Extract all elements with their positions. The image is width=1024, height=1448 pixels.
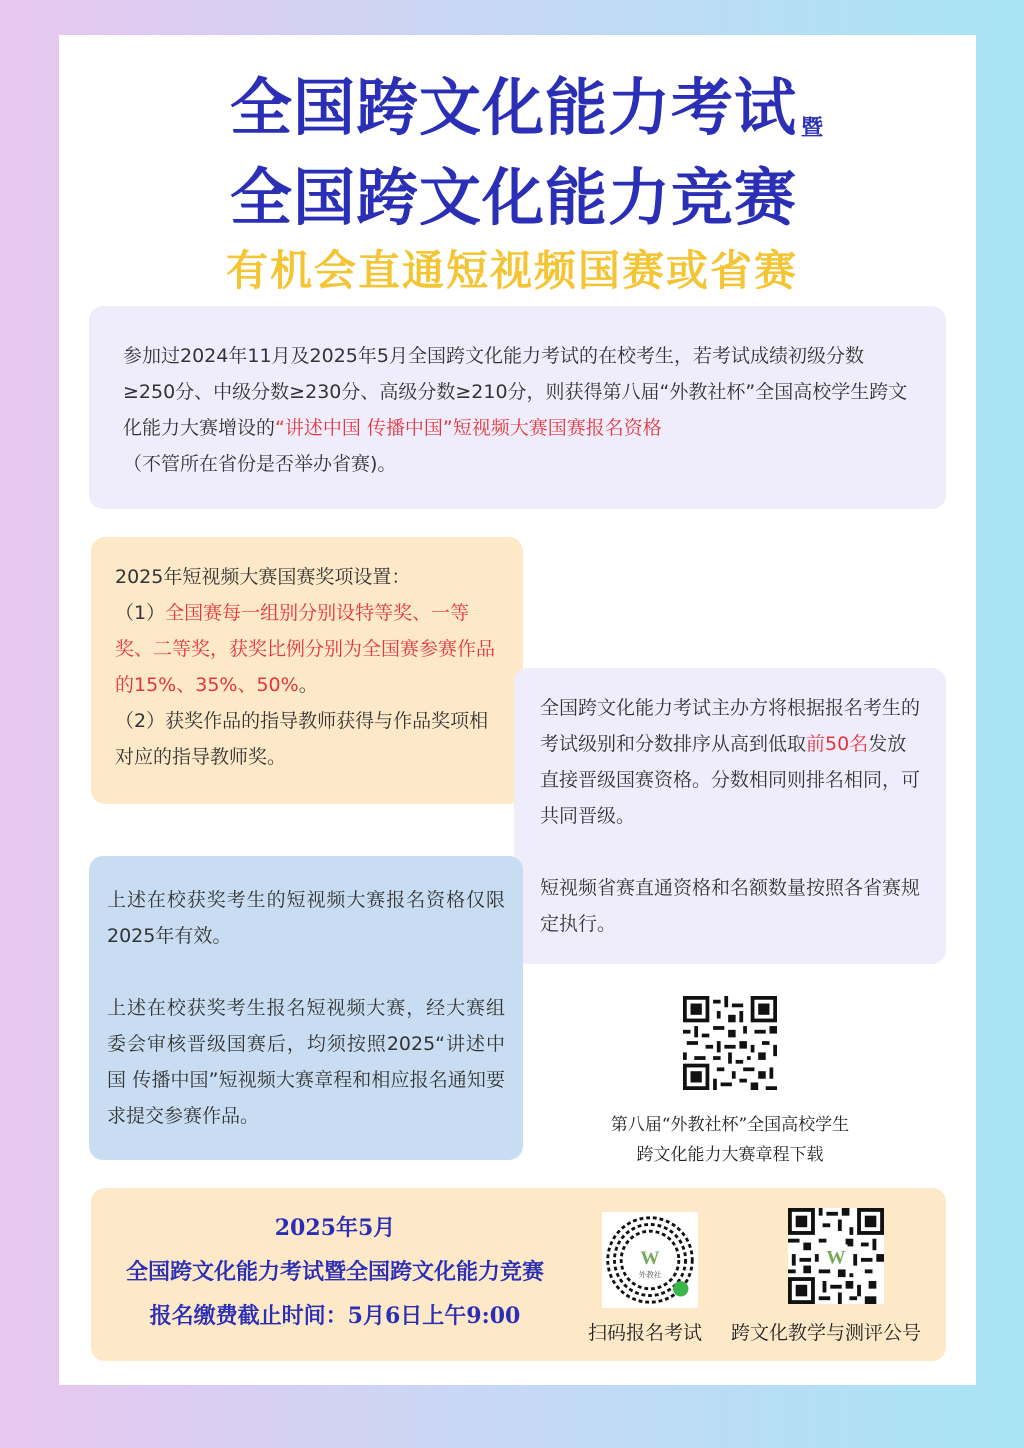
title-line-2: 全国跨文化能力竞赛 — [230, 161, 798, 234]
quota-paragraph-2: 短视频省赛直通资格和名额数量按照各省赛规定执行。 — [540, 877, 921, 935]
intro-text: 参加过2024年11月及2025年5月全国跨文化能力考试的在校考生，若考试成绩初级分数≥250分、中级分数≥230分、高级分数≥210分，则获得第八届“外教社杯”全国高校学生跨文化能力大赛增设的 — [123, 345, 908, 439]
title-conjunction: 暨 — [801, 116, 825, 141]
intro-highlight: “讲述中国 传播中国”短视频大赛国赛报名资格 — [275, 417, 662, 439]
intro-box — [89, 306, 946, 509]
svg-text:外教社: 外教社 — [638, 1270, 662, 1280]
title-line-1 — [230, 58, 824, 147]
validity-box — [89, 856, 523, 1160]
deadline-event: 全国跨文化能力考试暨全国跨文化能力竞赛 — [125, 1259, 544, 1285]
quota-p1-text: 全国跨文化能力考试主办方将根据报名考生的考试级别和分数排序从高到低取 — [540, 697, 921, 755]
intro-note: （不管所在省份是否举办省赛)。 — [123, 453, 397, 475]
quota-p1-highlight: 前50名 — [806, 733, 869, 755]
svg-text:W: W — [826, 1247, 846, 1269]
awards-item-1-highlight: 全国赛每一组别分别设特等奖、一等奖、二等奖，获奖比例分别为全国赛参赛作品的15%、35%、50% — [115, 602, 496, 696]
awards-heading: 2025年短视频大赛国赛奖项设置： — [115, 566, 411, 588]
register-mini-program-qr-icon[interactable] — [602, 1212, 698, 1308]
quota-p1-text-2: 发放直接晋级国赛资格。分数相同则排名相同，可共同晋级。 — [540, 733, 921, 827]
account-qr-code-icon[interactable] — [788, 1208, 884, 1304]
awards-box — [91, 537, 523, 804]
subtitle: 有机会直通短视频国赛或省赛 — [225, 246, 798, 295]
deadline-text — [91, 1206, 579, 1338]
deadline-month: 2025年5月 — [274, 1215, 396, 1241]
deadline-time: 报名缴费截止时间：5月6日上午9:00 — [149, 1303, 521, 1329]
rules-qr-code-icon[interactable] — [683, 996, 777, 1090]
quota-box — [514, 668, 946, 964]
awards-item-1-prefix: （1） — [115, 602, 166, 624]
register-qr-label: 扫码报名考试 — [588, 1322, 703, 1344]
title-exam: 全国跨文化能力考试 — [230, 71, 798, 144]
awards-item-1-suffix: 。 — [298, 674, 318, 696]
awards-item-1 — [115, 595, 499, 703]
awards-item-2: （2）获奖作品的指导教师获得与作品奖项相对应的指导教师奖。 — [115, 710, 489, 768]
rules-qr-caption — [580, 1110, 880, 1170]
account-qr-label: 跨文化教学与测评公号 — [731, 1322, 922, 1344]
validity-paragraph-1: 上述在校获奖考生的短视频大赛报名资格仅限2025年有效。 — [107, 889, 505, 947]
validity-paragraph-2: 上述在校获奖考生报名短视频大赛，经大赛组委会审核晋级国赛后，均须按照2025“讲述中国 传播中国”短视频大赛章程和相应报名通知要求提交参赛作品。 — [107, 997, 505, 1127]
svg-text:W: W — [640, 1247, 660, 1269]
quota-paragraph-1 — [540, 690, 920, 834]
rules-qr-caption-line-2: 跨文化能力大赛章程下载 — [636, 1145, 824, 1165]
rules-qr-caption-line-1: 第八届“外教社杯”全国高校学生 — [610, 1115, 850, 1135]
